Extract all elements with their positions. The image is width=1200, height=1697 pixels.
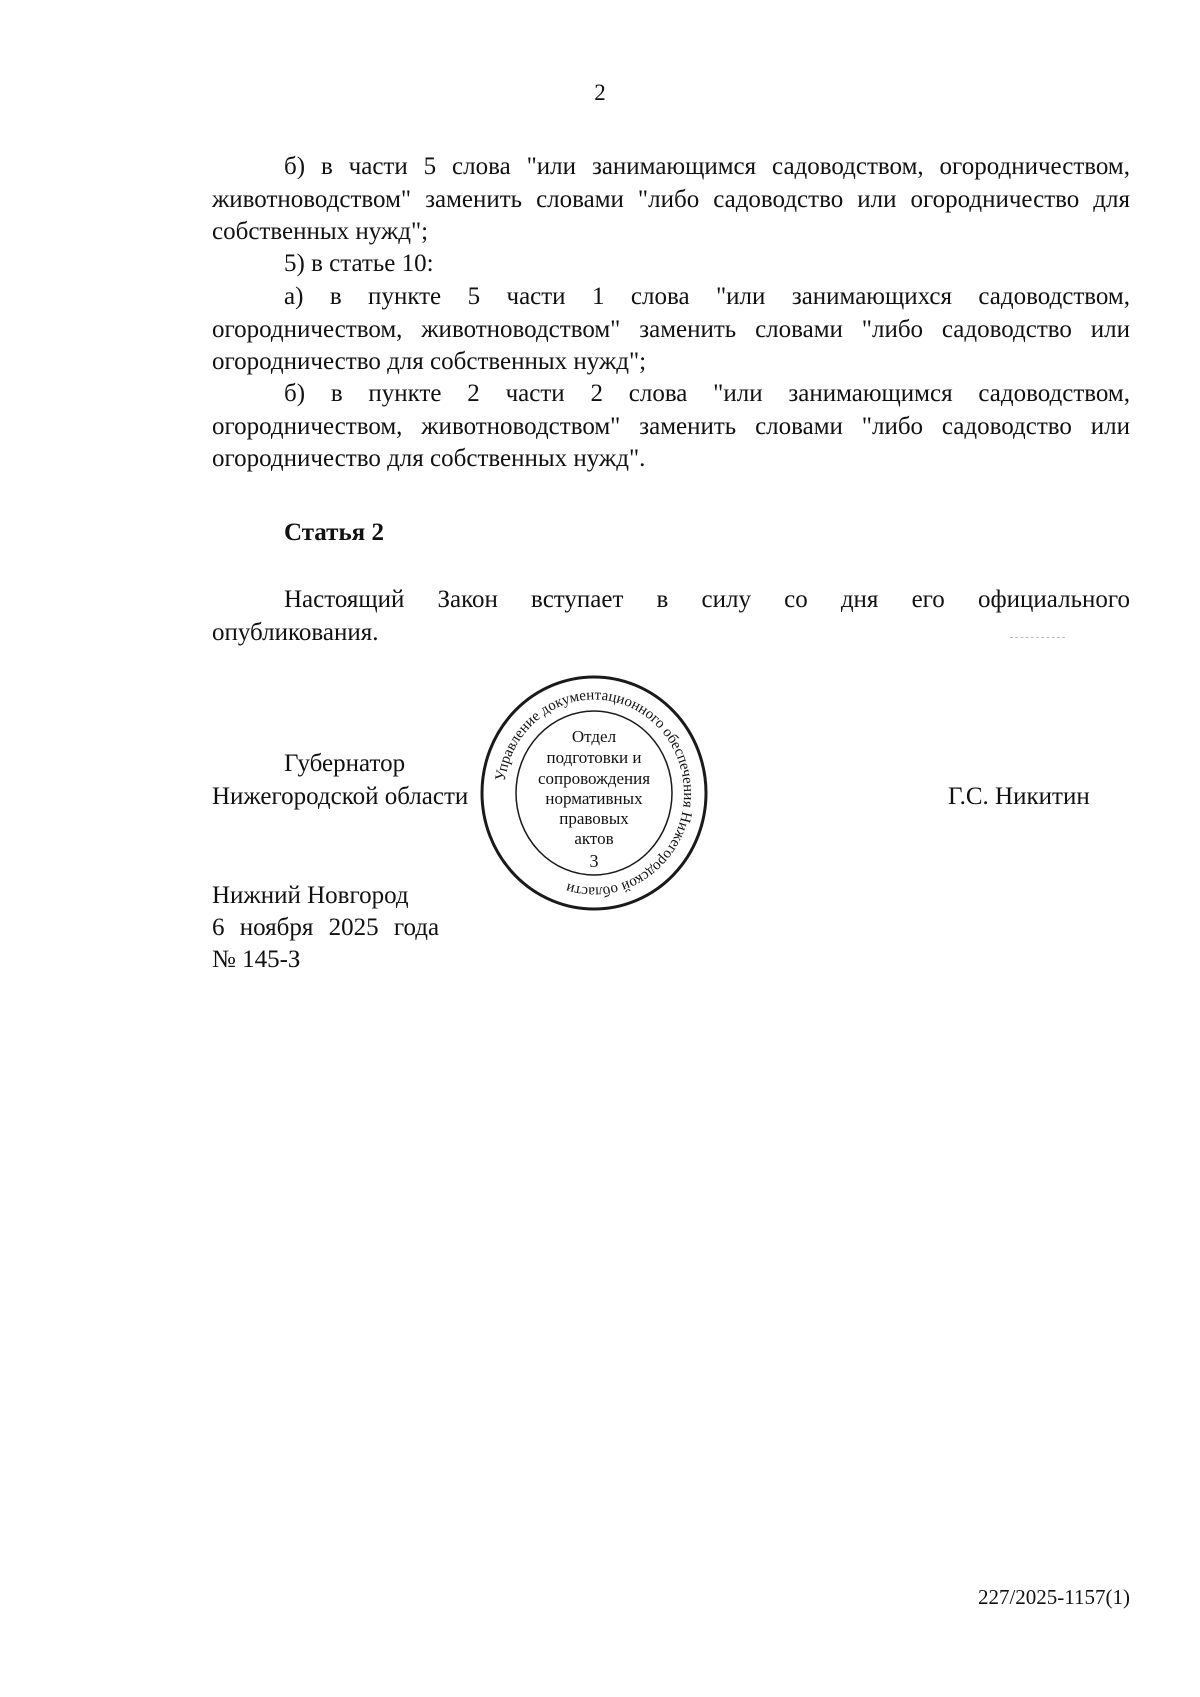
stamp-line-3: сопровождения	[537, 769, 651, 788]
amendment-paragraph-a-p5-part1: а) в пункте 5 части 1 слова "или занимающихся садоводством, огородничеством, животноводством" заменить словами "либо садоводство или огородничество для собственных нужд";	[212, 283, 1130, 375]
stamp-line-1: Отдел	[571, 727, 617, 746]
amendment-paragraph-b-part5: б) в части 5 слова "или занимающимся садоводством, огородничеством, животноводством" заменить словами "либо садоводство или огородничество для собственных нужд";	[212, 153, 1130, 245]
stamp-line-4: нормативных	[545, 789, 643, 808]
scan-artifact-line	[1010, 637, 1065, 638]
amendment-paragraph-b-p2-part2: б) в пункте 2 части 2 слова "или занимающимся садоводством, огородничеством, животноводством" заменить словами "либо садоводство или огородничество для собственных нужд".	[212, 380, 1130, 472]
page-number: 2	[594, 80, 606, 105]
date-line: 6 ноября 2025 года	[212, 914, 440, 941]
article-2-text: Настоящий Закон вступает в силу со дня его официального опубликования.	[212, 586, 1130, 646]
law-number-line: № 145-З	[212, 946, 301, 973]
city-line: Нижний Новгород	[212, 882, 409, 909]
stamp-line-2: подготовки и	[546, 748, 642, 767]
article-2-heading: Статья 2	[284, 519, 384, 546]
amendment-item-5-heading: 5) в статье 10:	[284, 250, 434, 277]
stamp-line-6: актов	[574, 829, 614, 848]
registration-number: 227/2025-1157(1)	[977, 1585, 1130, 1609]
stamp-number: 3	[589, 851, 599, 871]
department-stamp	[478, 673, 710, 913]
stamp-ring-text: Управление документационного обеспечения Нижегородской области	[492, 687, 697, 900]
signature-position-line2: Нижегородской области	[212, 783, 469, 810]
signatory-name: Г.С. Никитин	[948, 783, 1090, 810]
stamp-line-5: правовых	[559, 809, 629, 828]
signature-position-line1: Губернатор	[284, 750, 406, 777]
